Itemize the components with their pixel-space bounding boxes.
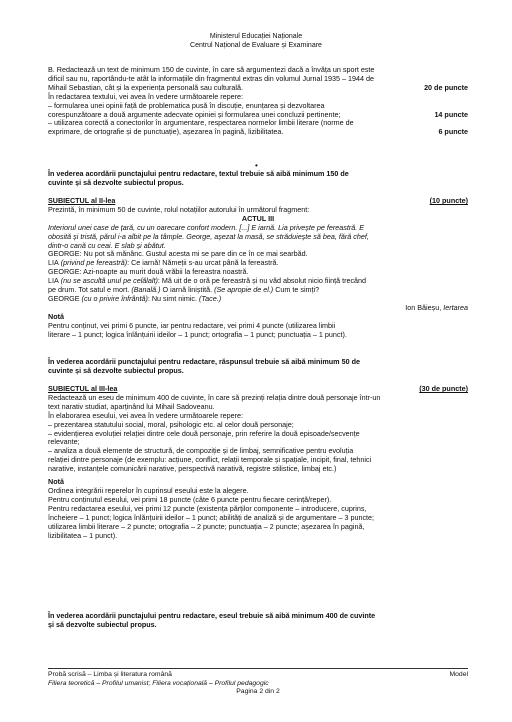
subject-3-points: (30 de puncte) — [419, 384, 468, 393]
reper-line: – prezentarea statutului social, moral, psihologic etc. al celor două personaje; — [48, 419, 294, 429]
subject-2-note — [48, 358, 468, 376]
dialogue-line: pe drum. Tot satul e mort. (Banală.) O iarnă liniștită. (Se apropie de el.) Cum te simți? — [48, 285, 320, 295]
subject-3-task: text narativ studiat, aparținând lui Mihail Sadoveanu. — [48, 401, 215, 411]
criterion-points: 6 puncte — [438, 127, 468, 137]
page-footer — [48, 668, 468, 697]
footer-row — [48, 671, 468, 680]
reper-line: narative, instanțele comunicării narative, perspectivă narativă, registre stilistice, limbaj etc.) — [48, 464, 337, 474]
subject-3-title: SUBIECTUL al III-lea — [48, 384, 118, 393]
subject-3-section — [48, 385, 468, 540]
part-b-section — [48, 66, 468, 137]
dialogue-line: GEORGE: Nu pot să mănânc. Gustul acesta mi se pare din ce în ce mai searbăd. — [48, 249, 308, 259]
nota-label: Notă — [48, 477, 64, 487]
stage-direction: obosită și tristă, părul i-a albit pe la tâmple. George, așezat la masă, se străduiește să bea, fără chef, — [48, 231, 369, 241]
subject-3-note — [48, 612, 468, 630]
criterion-line: exprimare, de ortografie și de punctuație), așezarea în pagină, lizibilitatea. — [48, 127, 284, 137]
nota-line: literare – 1 punct; logica înlănțuirii ideilor – 1 punct; ortografia – 1 punct; punctuația – 1 punct). — [48, 329, 347, 339]
footer-page-number: Pagina 2 din 2 — [236, 688, 280, 696]
part-b-intro: În redactarea textului, vei avea în vedere următoarele repere: — [48, 91, 243, 101]
note-line: În vederea acordării punctajului pentru redactare, textul trebuie să aibă minimum 150 de — [48, 169, 349, 178]
bullet-dot: • — [255, 161, 258, 170]
dialogue-line: LIA (nu se ascultă unul pe celălalt): Mă uit de o oră pe fereastră și nu văd absolut nicio ființă trecând — [48, 276, 367, 286]
criterion-line: – utilizarea corectă a conectorilor în argumentare, respectarea normelor limbii literare (norme de — [48, 118, 354, 128]
source-attribution: Ion Băieșu, Iertarea — [405, 302, 468, 312]
center-name: Centrul Național de Evaluare și Examinare — [190, 42, 322, 49]
criterion-row — [48, 128, 468, 137]
part-b-line: Mihail Sebastian, cât și la experiența personală sau culturală. — [48, 82, 243, 92]
part-b-note — [48, 170, 468, 188]
nota-line: utilizarea limbii literare – 2 puncte; ortografia – 2 puncte; punctuația – 2 puncte; așezarea în pagină, — [48, 521, 365, 531]
note-line: În vederea acordării punctajului pentru redactare, eseul trebuie să aibă minimum 400 de cuvinte — [48, 611, 376, 620]
criterion-points: 14 puncte — [434, 109, 468, 119]
header — [0, 32, 512, 50]
part-b-line: dificil sau nu, raportându-te atât la informațiile din fragmentul extras din volumul Jurnal 1935 – 1944 de — [48, 73, 375, 83]
part-b-line: B. Redactează un text de minimum 150 de cuvinte, în care să argumentezi dacă a învăța un sport este — [48, 65, 375, 74]
criterion-line: – formularea unei opinii față de problematica pusă în discuție, enunțarea și dezvoltarea — [48, 100, 325, 110]
act-title: ACTUL III — [241, 213, 275, 223]
footer-track: Filiera teoretică – Profilul umanist; Filiera vocațională – Profilul pedagogic — [48, 679, 269, 687]
nota-label: Notă — [48, 311, 64, 321]
subject-2-points: (10 puncte) — [429, 196, 468, 205]
part-b-points: 20 de puncte — [424, 82, 468, 92]
subject-2-title: SUBIECTUL al II-lea — [48, 196, 116, 205]
nota-line: Pentru conținut, vei primi 6 puncte, iar pentru redactare, vei primi 4 puncte (utilizarea limbii — [48, 320, 336, 330]
subject-2-section — [48, 197, 468, 340]
note-line: În vederea acordării punctajului pentru redactare, răspunsul trebuie să aibă minimum 50 de — [48, 357, 360, 366]
reper-line: relevante; — [48, 437, 80, 447]
stage-direction: dintr-o cană cu ceai. E slab și abătut. — [48, 240, 166, 250]
note-line: și să dezvolte subiectul propus. — [48, 619, 157, 629]
nota-line: lizibilitatea – 1 punct). — [48, 530, 118, 540]
dialogue-line: GEORGE: Azi-noapte au murit două vrăbii la fereastra noastră. — [48, 267, 249, 277]
nota-line: Pentru conținutul eseului, vei primi 18 puncte (câte 6 puncte pentru fiecare cerință/reper). — [48, 494, 332, 504]
footer-exam: Probă scrisă – Limba și literatura română — [48, 671, 172, 678]
subject-3-task: Redactează un eseu de minimum 400 de cuvinte, în care să prezinți relația dintre două personaje într-un — [48, 392, 381, 402]
dialogue-line: LIA (privind pe fereastră): Ce iarnă! Nămeții s-au urcat până la fereastră. — [48, 258, 279, 268]
reper-line: – analiza a două elemente de structură, de compoziție și de limbaj, semnificative pentru evoluția — [48, 446, 354, 456]
subject-2-task: Prezintă, în minimum 50 de cuvinte, rolul notațiilor autorului în următorul fragment: — [48, 204, 310, 214]
subject-3-intro: În elaborarea eseului, vei avea în vedere următoarele repere: — [48, 410, 243, 420]
note-line: cuvinte și să dezvolte subiectul propus. — [48, 365, 184, 375]
note-line: cuvinte și să dezvolte subiectul propus. — [48, 177, 184, 187]
footer-model: Model — [449, 671, 468, 678]
nota-line: Pentru redactarea eseului, vei primi 12 puncte (existența părților componente – introducere, cuprins, — [48, 503, 367, 513]
criterion-line: corespunzătoare a două argumente adecvate opiniei și formularea unei concluzii pertinente; — [48, 109, 341, 119]
reper-line: – evidențierea evoluției relației dintre cele două personaje, prin referire la două episoade/secvențe — [48, 428, 360, 438]
nota-line: Ordinea integrării reperelor în cuprinsul eseului este la alegere. — [48, 485, 249, 495]
dialogue-line: GEORGE (cu o privire înfrântă): Nu simt nimic. (Tace.) — [48, 293, 222, 303]
stage-direction: Interiorul unei case de țară, cu un oarecare confort modern. [...] E iarnă. Lia privește pe fereastră. E — [48, 222, 365, 232]
nota-line: încheiere – 1 punct; logica înlănțuirii ideilor – 1 punct; abilități de analiză și de argumentare – 3 puncte; — [48, 512, 375, 522]
reper-line: relației dintre personaje (de exemplu: acțiune, conflict, relații temporale și spațiale, incipit, final, tehnici — [48, 455, 372, 465]
ministry-name: Ministerul Educației Naționale — [209, 33, 303, 40]
